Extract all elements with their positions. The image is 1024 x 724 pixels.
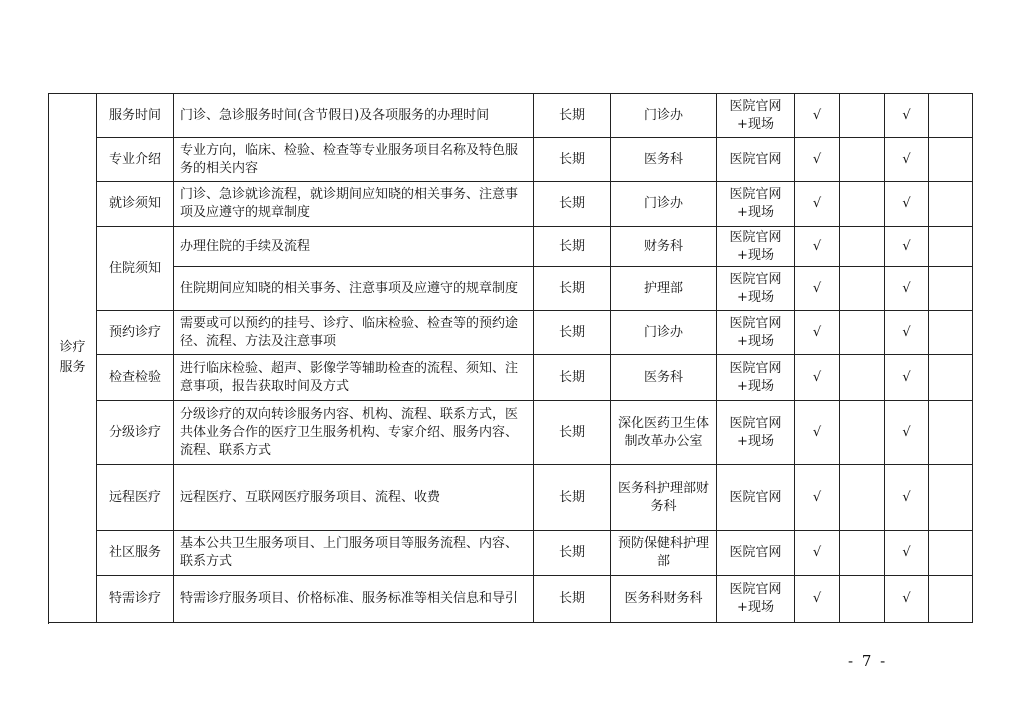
department-cell: 医务科护理部财务科 bbox=[611, 465, 717, 531]
blank-cell bbox=[840, 182, 885, 227]
department-cell: 医务科财务科 bbox=[611, 576, 717, 623]
blank-cell bbox=[840, 465, 885, 531]
content-cell: 住院期间应知晓的相关事务、注意事项及应遵守的规章制度 bbox=[174, 267, 534, 311]
table-row bbox=[49, 267, 973, 311]
period-cell: 长期 bbox=[534, 531, 611, 576]
content-cell: 进行临床检验、超声、影像学等辅助检查的流程、须知、注意事项，报告获取时间及方式 bbox=[174, 355, 534, 401]
blank-cell bbox=[929, 576, 973, 623]
period-cell: 长期 bbox=[534, 227, 611, 267]
blank-cell bbox=[840, 401, 885, 465]
check-mark-cell: √ bbox=[795, 227, 840, 267]
check-mark-cell: √ bbox=[885, 227, 929, 267]
content-cell: 门诊、急诊就诊流程，就诊期间应知晓的相关事务、注意事项及应遵守的规章制度 bbox=[174, 182, 534, 227]
content-cell: 基本公共卫生服务项目、上门服务项目等服务流程、内容、联系方式 bbox=[174, 531, 534, 576]
table-row bbox=[49, 401, 973, 465]
department-cell: 医务科 bbox=[611, 355, 717, 401]
check-mark-cell: √ bbox=[795, 267, 840, 311]
check-mark-cell: √ bbox=[795, 94, 840, 138]
period-cell: 长期 bbox=[534, 94, 611, 138]
blank-cell bbox=[840, 355, 885, 401]
blank-cell bbox=[929, 267, 973, 311]
table-row bbox=[49, 94, 973, 138]
channel-cell: 医院官网 bbox=[717, 465, 795, 531]
channel-cell: 医院官网+现场 bbox=[717, 227, 795, 267]
category-cell bbox=[49, 94, 97, 623]
item-cell: 检查检验 bbox=[97, 355, 174, 401]
blank-cell bbox=[929, 227, 973, 267]
blank-cell bbox=[929, 311, 973, 355]
blank-cell bbox=[929, 94, 973, 138]
check-mark-cell: √ bbox=[885, 182, 929, 227]
check-mark-cell: √ bbox=[885, 355, 929, 401]
content-cell: 特需诊疗服务项目、价格标准、服务标准等相关信息和导引 bbox=[174, 576, 534, 623]
channel-cell: 医院官网+现场 bbox=[717, 311, 795, 355]
department-cell: 医务科 bbox=[611, 138, 717, 182]
blank-cell bbox=[929, 531, 973, 576]
channel-cell: 医院官网 bbox=[717, 138, 795, 182]
check-mark-cell: √ bbox=[885, 267, 929, 311]
check-mark-cell: √ bbox=[885, 138, 929, 182]
item-cell: 住院须知 bbox=[97, 227, 174, 311]
table-row bbox=[49, 355, 973, 401]
department-cell: 护理部 bbox=[611, 267, 717, 311]
blank-cell bbox=[840, 311, 885, 355]
item-cell: 特需诊疗 bbox=[97, 576, 174, 623]
check-mark-cell: √ bbox=[885, 576, 929, 623]
department-cell: 深化医药卫生体制改革办公室 bbox=[611, 401, 717, 465]
check-mark-cell: √ bbox=[795, 311, 840, 355]
item-cell: 专业介绍 bbox=[97, 138, 174, 182]
blank-cell bbox=[840, 267, 885, 311]
department-cell: 门诊办 bbox=[611, 311, 717, 355]
blank-cell bbox=[840, 531, 885, 576]
item-cell: 服务时间 bbox=[97, 94, 174, 138]
check-mark-cell: √ bbox=[885, 531, 929, 576]
period-cell: 长期 bbox=[534, 138, 611, 182]
table-row bbox=[49, 576, 973, 623]
content-cell: 办理住院的手续及流程 bbox=[174, 227, 534, 267]
table-row bbox=[49, 227, 973, 267]
period-cell: 长期 bbox=[534, 576, 611, 623]
check-mark-cell: √ bbox=[795, 138, 840, 182]
blank-cell bbox=[929, 465, 973, 531]
disclosure-table-wrapper bbox=[48, 93, 973, 623]
content-cell: 门诊、急诊服务时间(含节假日)及各项服务的办理时间 bbox=[174, 94, 534, 138]
channel-cell: 医院官网+现场 bbox=[717, 355, 795, 401]
table-row bbox=[49, 531, 973, 576]
blank-cell bbox=[929, 401, 973, 465]
item-cell: 就诊须知 bbox=[97, 182, 174, 227]
item-cell: 分级诊疗 bbox=[97, 401, 174, 465]
item-cell: 社区服务 bbox=[97, 531, 174, 576]
period-cell: 长期 bbox=[534, 267, 611, 311]
page-number: - 7 - bbox=[848, 652, 888, 670]
department-cell: 预防保健科护理部 bbox=[611, 531, 717, 576]
channel-cell: 医院官网+现场 bbox=[717, 94, 795, 138]
check-mark-cell: √ bbox=[795, 182, 840, 227]
check-mark-cell: √ bbox=[885, 465, 929, 531]
check-mark-cell: √ bbox=[885, 94, 929, 138]
table-row bbox=[49, 182, 973, 227]
blank-cell bbox=[840, 94, 885, 138]
check-mark-cell: √ bbox=[795, 576, 840, 623]
content-cell: 需要或可以预约的挂号、诊疗、临床检验、检查等的预约途径、流程、方法及注意事项 bbox=[174, 311, 534, 355]
item-cell: 预约诊疗 bbox=[97, 311, 174, 355]
blank-cell bbox=[840, 227, 885, 267]
check-mark-cell: √ bbox=[885, 311, 929, 355]
table-row bbox=[49, 138, 973, 182]
department-cell: 财务科 bbox=[611, 227, 717, 267]
content-cell: 远程医疗、互联网医疗服务项目、流程、收费 bbox=[174, 465, 534, 531]
blank-cell bbox=[929, 182, 973, 227]
channel-cell: 医院官网+现场 bbox=[717, 401, 795, 465]
table-row bbox=[49, 311, 973, 355]
channel-cell: 医院官网+现场 bbox=[717, 182, 795, 227]
disclosure-table bbox=[48, 93, 973, 623]
check-mark-cell: √ bbox=[885, 401, 929, 465]
content-cell: 专业方向，临床、检验、检查等专业服务项目名称及特色服务的相关内容 bbox=[174, 138, 534, 182]
channel-cell: 医院官网 bbox=[717, 531, 795, 576]
check-mark-cell: √ bbox=[795, 355, 840, 401]
check-mark-cell: √ bbox=[795, 531, 840, 576]
category-label: 诊疗服务 bbox=[59, 340, 86, 375]
blank-cell bbox=[840, 138, 885, 182]
blank-cell bbox=[929, 355, 973, 401]
check-mark-cell: √ bbox=[795, 401, 840, 465]
content-cell: 分级诊疗的双向转诊服务内容、机构、流程、联系方式，医共体业务合作的医疗卫生服务机构、专家介绍、服务内容、流程、联系方式 bbox=[174, 401, 534, 465]
check-mark-cell: √ bbox=[795, 465, 840, 531]
department-cell: 门诊办 bbox=[611, 94, 717, 138]
period-cell: 长期 bbox=[534, 311, 611, 355]
period-cell: 长期 bbox=[534, 401, 611, 465]
channel-cell: 医院官网+现场 bbox=[717, 267, 795, 311]
department-cell: 门诊办 bbox=[611, 182, 717, 227]
blank-cell bbox=[929, 138, 973, 182]
table-row bbox=[49, 465, 973, 531]
blank-cell bbox=[840, 576, 885, 623]
period-cell: 长期 bbox=[534, 465, 611, 531]
period-cell: 长期 bbox=[534, 182, 611, 227]
period-cell: 长期 bbox=[534, 355, 611, 401]
channel-cell: 医院官网+现场 bbox=[717, 576, 795, 623]
item-cell: 远程医疗 bbox=[97, 465, 174, 531]
